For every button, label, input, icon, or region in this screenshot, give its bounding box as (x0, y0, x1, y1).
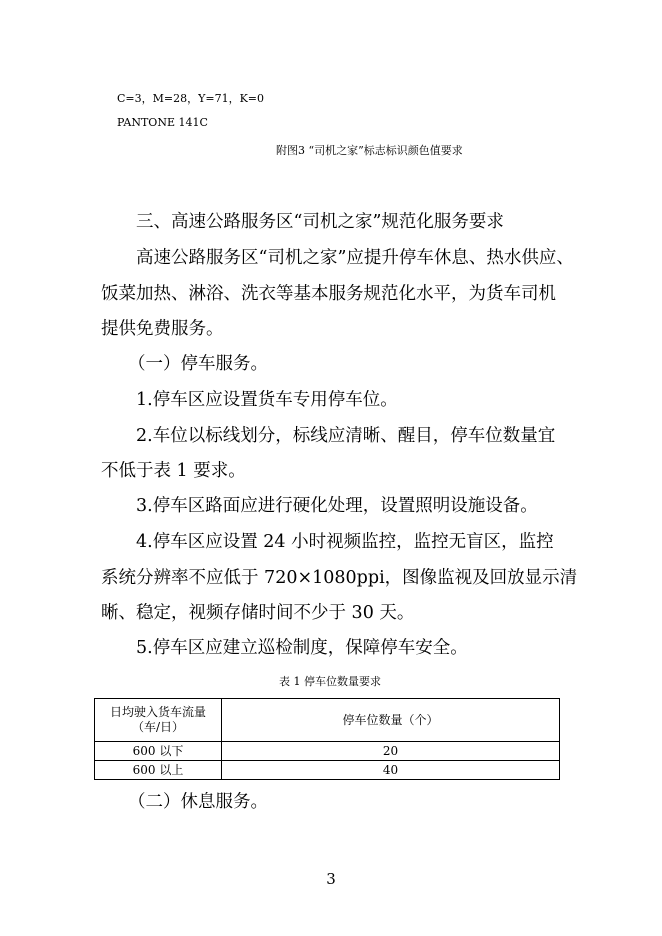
header-parking-spaces: 停车位数量（个） (222, 699, 560, 742)
header-daily-truck-flow-line-1: 日均驶入货车流量 (109, 705, 206, 719)
header-daily-truck-flow (95, 699, 222, 742)
table-caption: 表 1 停车位数量要求 (279, 675, 381, 688)
parking-requirement-table (94, 698, 560, 780)
pantone-color-value: PANTONE 141C (117, 116, 208, 129)
section-heading: 三、高速公路服务区“司机之家”规范化服务要求 (136, 212, 504, 232)
parking-item-2-line-2: 不低于表 1 要求。 (101, 461, 246, 481)
parking-item-3: 3.停车区路面应进行硬化处理，设置照明设施设备。 (136, 496, 538, 516)
parking-item-1: 1.停车区应设置货车专用停车位。 (136, 390, 398, 410)
header-daily-truck-flow-line-2: （车/日） (131, 720, 185, 734)
rest-service-heading: （二）休息服务。 (128, 792, 268, 812)
parking-item-4-line-3: 晰、稳定，视频存储时间不少于 30 天。 (101, 603, 415, 623)
parking-item-5: 5.停车区应建立巡检制度，保障停车安全。 (136, 638, 468, 658)
table-row (95, 761, 560, 780)
parking-item-4-line-1: 4.停车区应设置 24 小时视频监控，监控无盲区，监控 (136, 532, 554, 552)
table-header-row (95, 699, 560, 742)
intro-line-2: 饭菜加热、淋浴、洗衣等基本服务规范化水平，为货车司机 (101, 284, 556, 304)
parking-item-4-line-2: 系统分辨率不应低于 720×1080ppi，图像监视及回放显示清 (101, 568, 578, 588)
page-number: 3 (326, 870, 336, 888)
parking-service-heading: （一）停车服务。 (128, 354, 268, 374)
table-cell-spaces: 20 (222, 742, 560, 761)
table-row (95, 742, 560, 761)
intro-line-1: 高速公路服务区“司机之家”应提升停车休息、热水供应、 (136, 248, 574, 268)
intro-line-3: 提供免费服务。 (101, 319, 224, 339)
parking-item-2-line-1: 2.车位以标线划分，标线应清晰、醒目，停车位数量宜 (136, 426, 556, 446)
table-cell-flow: 600 以下 (95, 742, 222, 761)
cmyk-color-value: C=3，M=28，Y=71，K=0 (117, 92, 265, 105)
table-cell-spaces: 40 (222, 761, 560, 780)
figure-caption: 附图3 “司机之家”标志标识颜色值要求 (276, 144, 463, 157)
table-cell-flow: 600 以上 (95, 761, 222, 780)
